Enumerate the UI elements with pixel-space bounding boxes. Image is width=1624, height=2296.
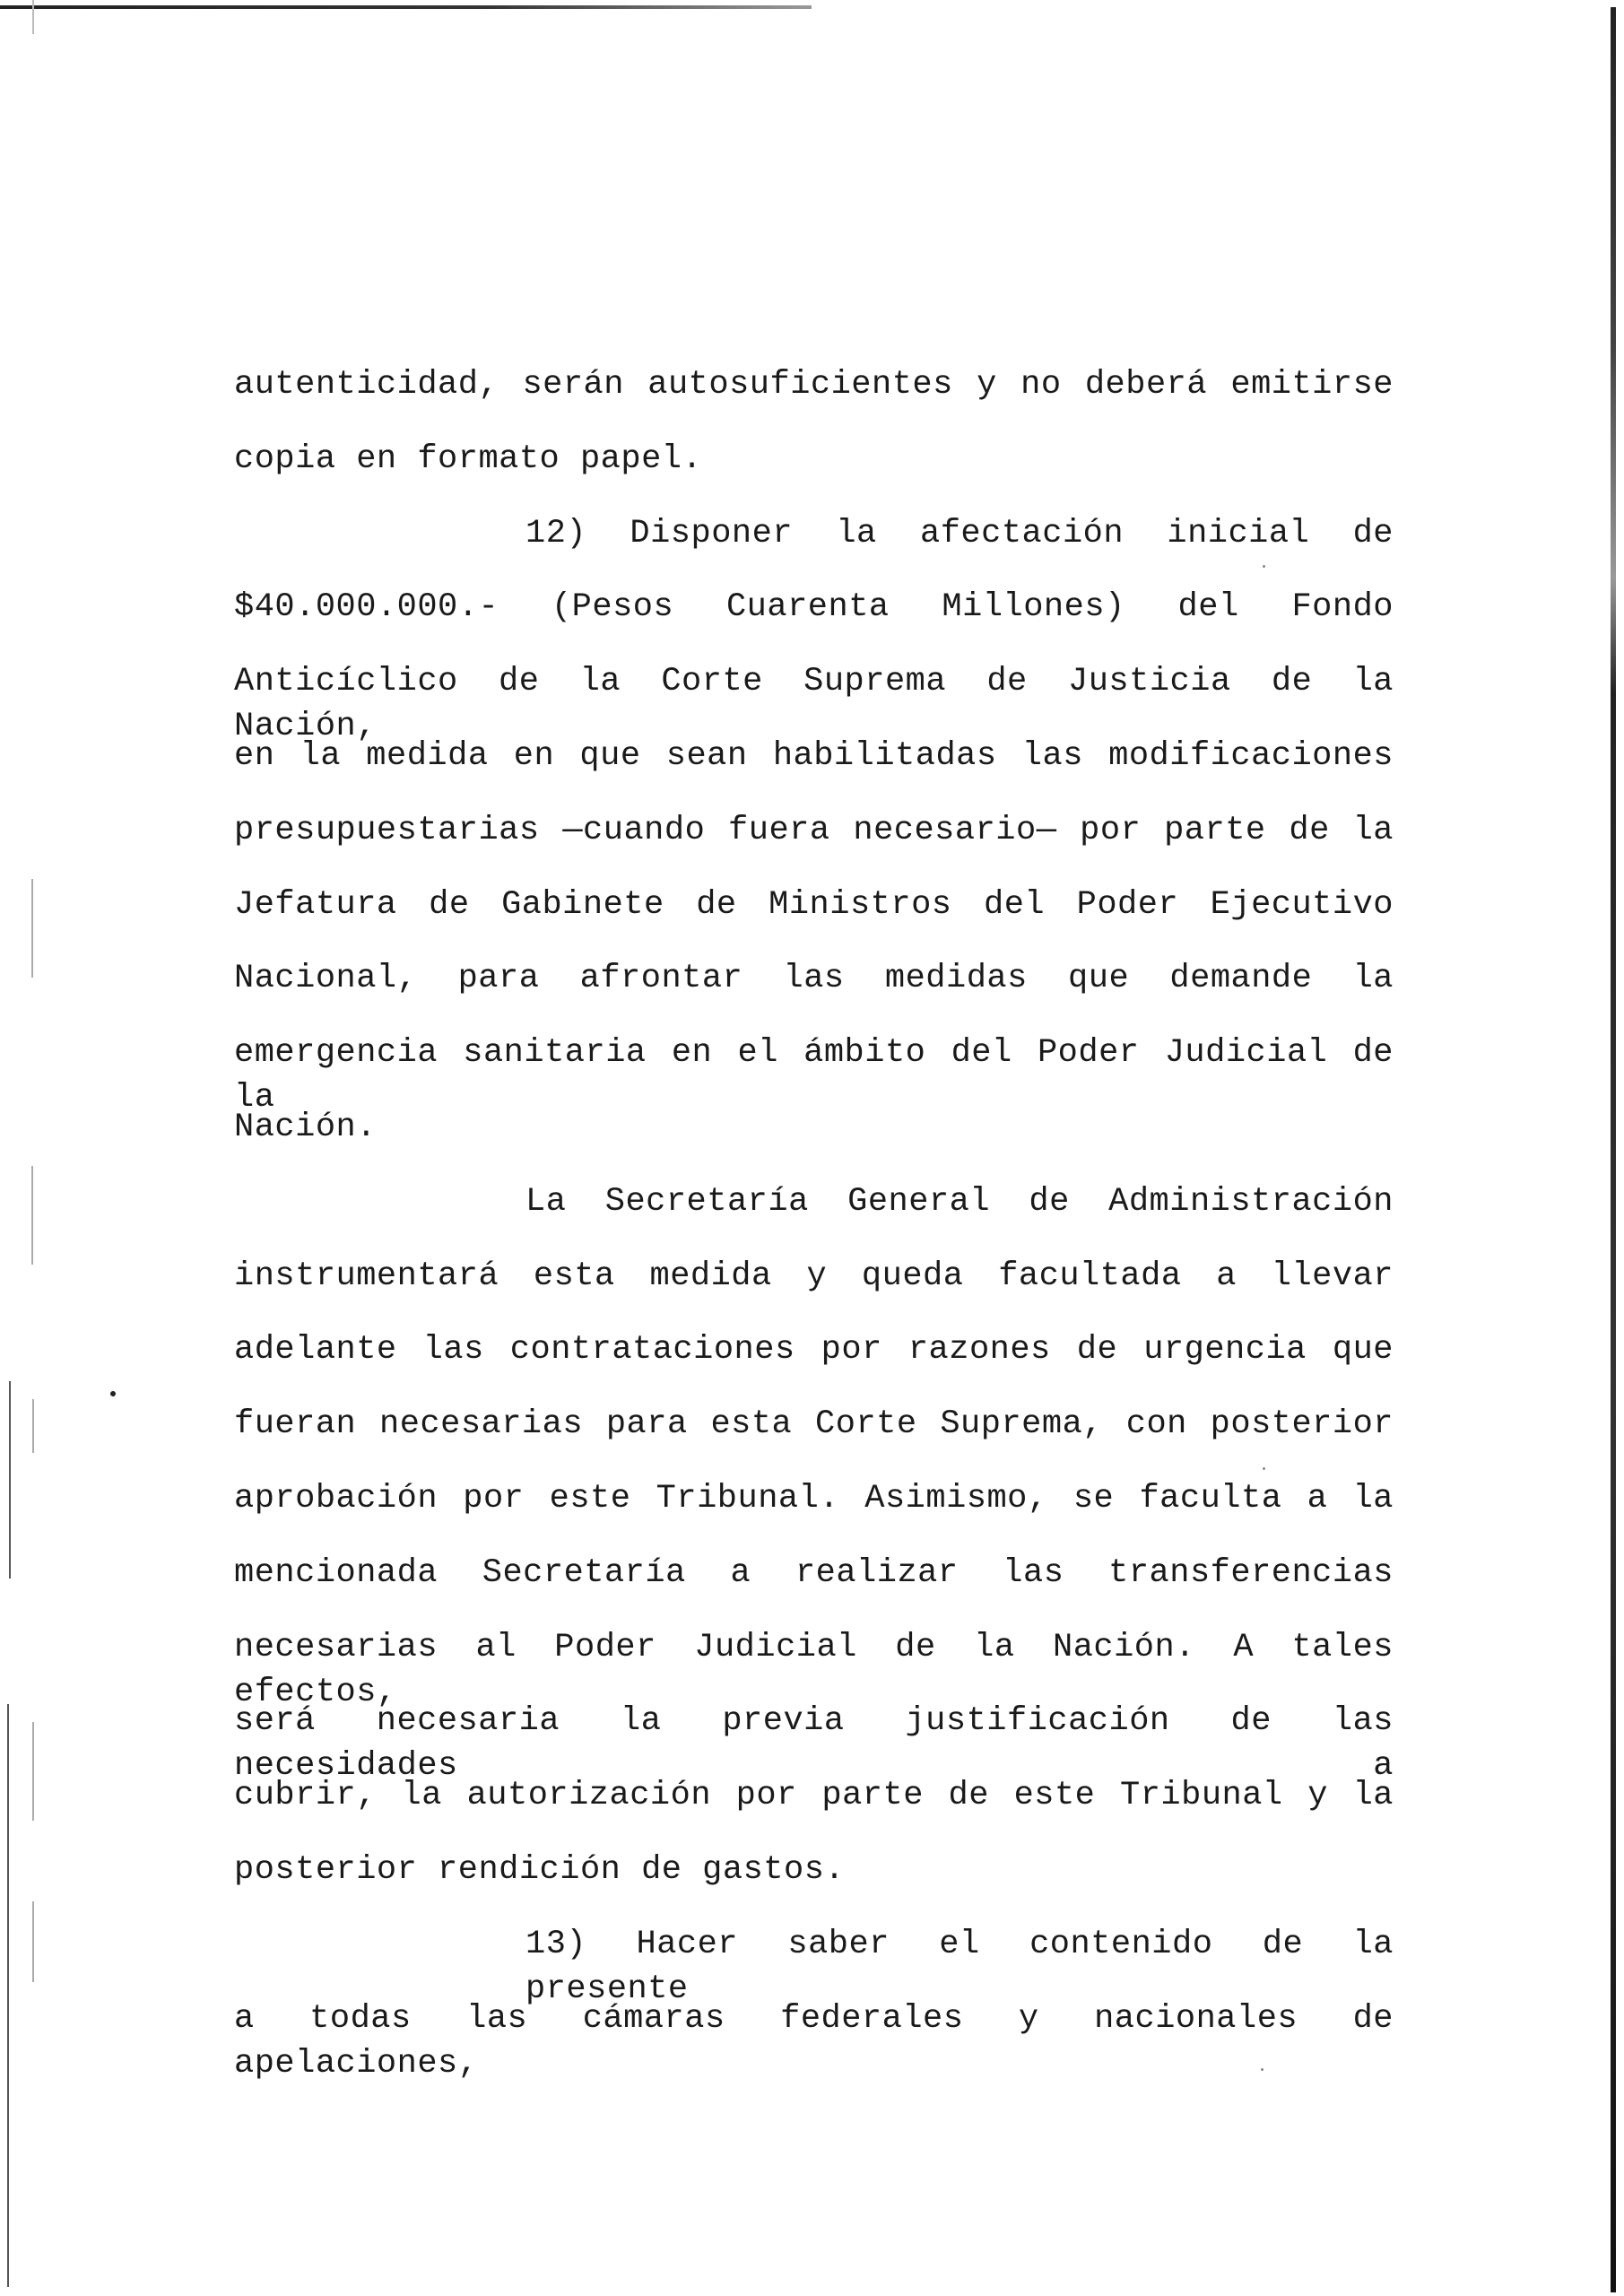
text-line: mencionada Secretaría a realizar las transferencias bbox=[234, 1553, 1394, 1592]
text-line: aprobación por este Tribunal. Asimismo, se faculta a la bbox=[234, 1479, 1394, 1518]
text-line: posterior rendición de gastos. bbox=[234, 1850, 846, 1889]
scan-left-mark bbox=[31, 879, 33, 978]
text-line: adelante las contrataciones por razones de urgencia que bbox=[234, 1331, 1394, 1370]
scan-left-mark bbox=[32, 1722, 34, 1821]
scan-left-mark bbox=[32, 1901, 34, 1982]
text-line: instrumentará esta medida y queda facultada a llevar bbox=[234, 1257, 1394, 1295]
text-line: autenticidad, serán autosuficientes y no deberá emitirse bbox=[234, 366, 1394, 404]
text-line: será necesaria la previa justificación de las necesidades a bbox=[234, 1702, 1394, 1786]
text-line: Nacional, para afrontar las medidas que demande la bbox=[234, 960, 1394, 998]
text-line: en la medida en que sean habilitadas las modificaciones bbox=[234, 736, 1394, 775]
text-line: necesarias al Poder Judicial de la Nación. A tales efectos, bbox=[234, 1628, 1394, 1711]
document-body-text bbox=[234, 362, 1394, 2083]
scan-top-border bbox=[0, 5, 812, 9]
text-line: Anticíclico de la Corte Suprema de Justicia de la Nación, bbox=[234, 663, 1394, 746]
scan-left-mark bbox=[9, 1381, 11, 1578]
text-line: a todas las cámaras federales y nacionales de apelaciones, bbox=[234, 1999, 1394, 2083]
text-line: copia en formato papel. bbox=[234, 439, 703, 478]
text-line: presupuestarias —cuando fuera necesario— por parte de la bbox=[234, 811, 1394, 849]
text-line: fueran necesarias para esta Corte Suprema, con posterior bbox=[234, 1405, 1394, 1444]
text-line: cubrir, la autorización por parte de este Tribunal y la bbox=[234, 1777, 1394, 1815]
scan-left-mark bbox=[31, 1166, 33, 1265]
text-line: emergencia sanitaria en el ámbito del Poder Judicial de la bbox=[234, 1034, 1394, 1118]
text-line: 12) Disponer la afectación inicial de bbox=[525, 514, 1394, 552]
text-line: La Secretaría General de Administración bbox=[525, 1182, 1394, 1221]
scan-left-mark bbox=[7, 1704, 9, 2287]
scan-top-tick bbox=[32, 0, 34, 34]
text-line: $40.000.000.- (Pesos Cuarenta Millones) del Fondo bbox=[234, 588, 1394, 627]
scan-dot bbox=[110, 1391, 116, 1396]
scan-left-mark bbox=[32, 1399, 34, 1453]
text-line: Nación. bbox=[234, 1108, 377, 1146]
text-line: Jefatura de Gabinete de Ministros del Poder Ejecutivo bbox=[234, 885, 1394, 924]
scan-right-border bbox=[1611, 7, 1616, 2292]
text-line: 13) Hacer saber el contenido de la presente bbox=[525, 1925, 1394, 2008]
